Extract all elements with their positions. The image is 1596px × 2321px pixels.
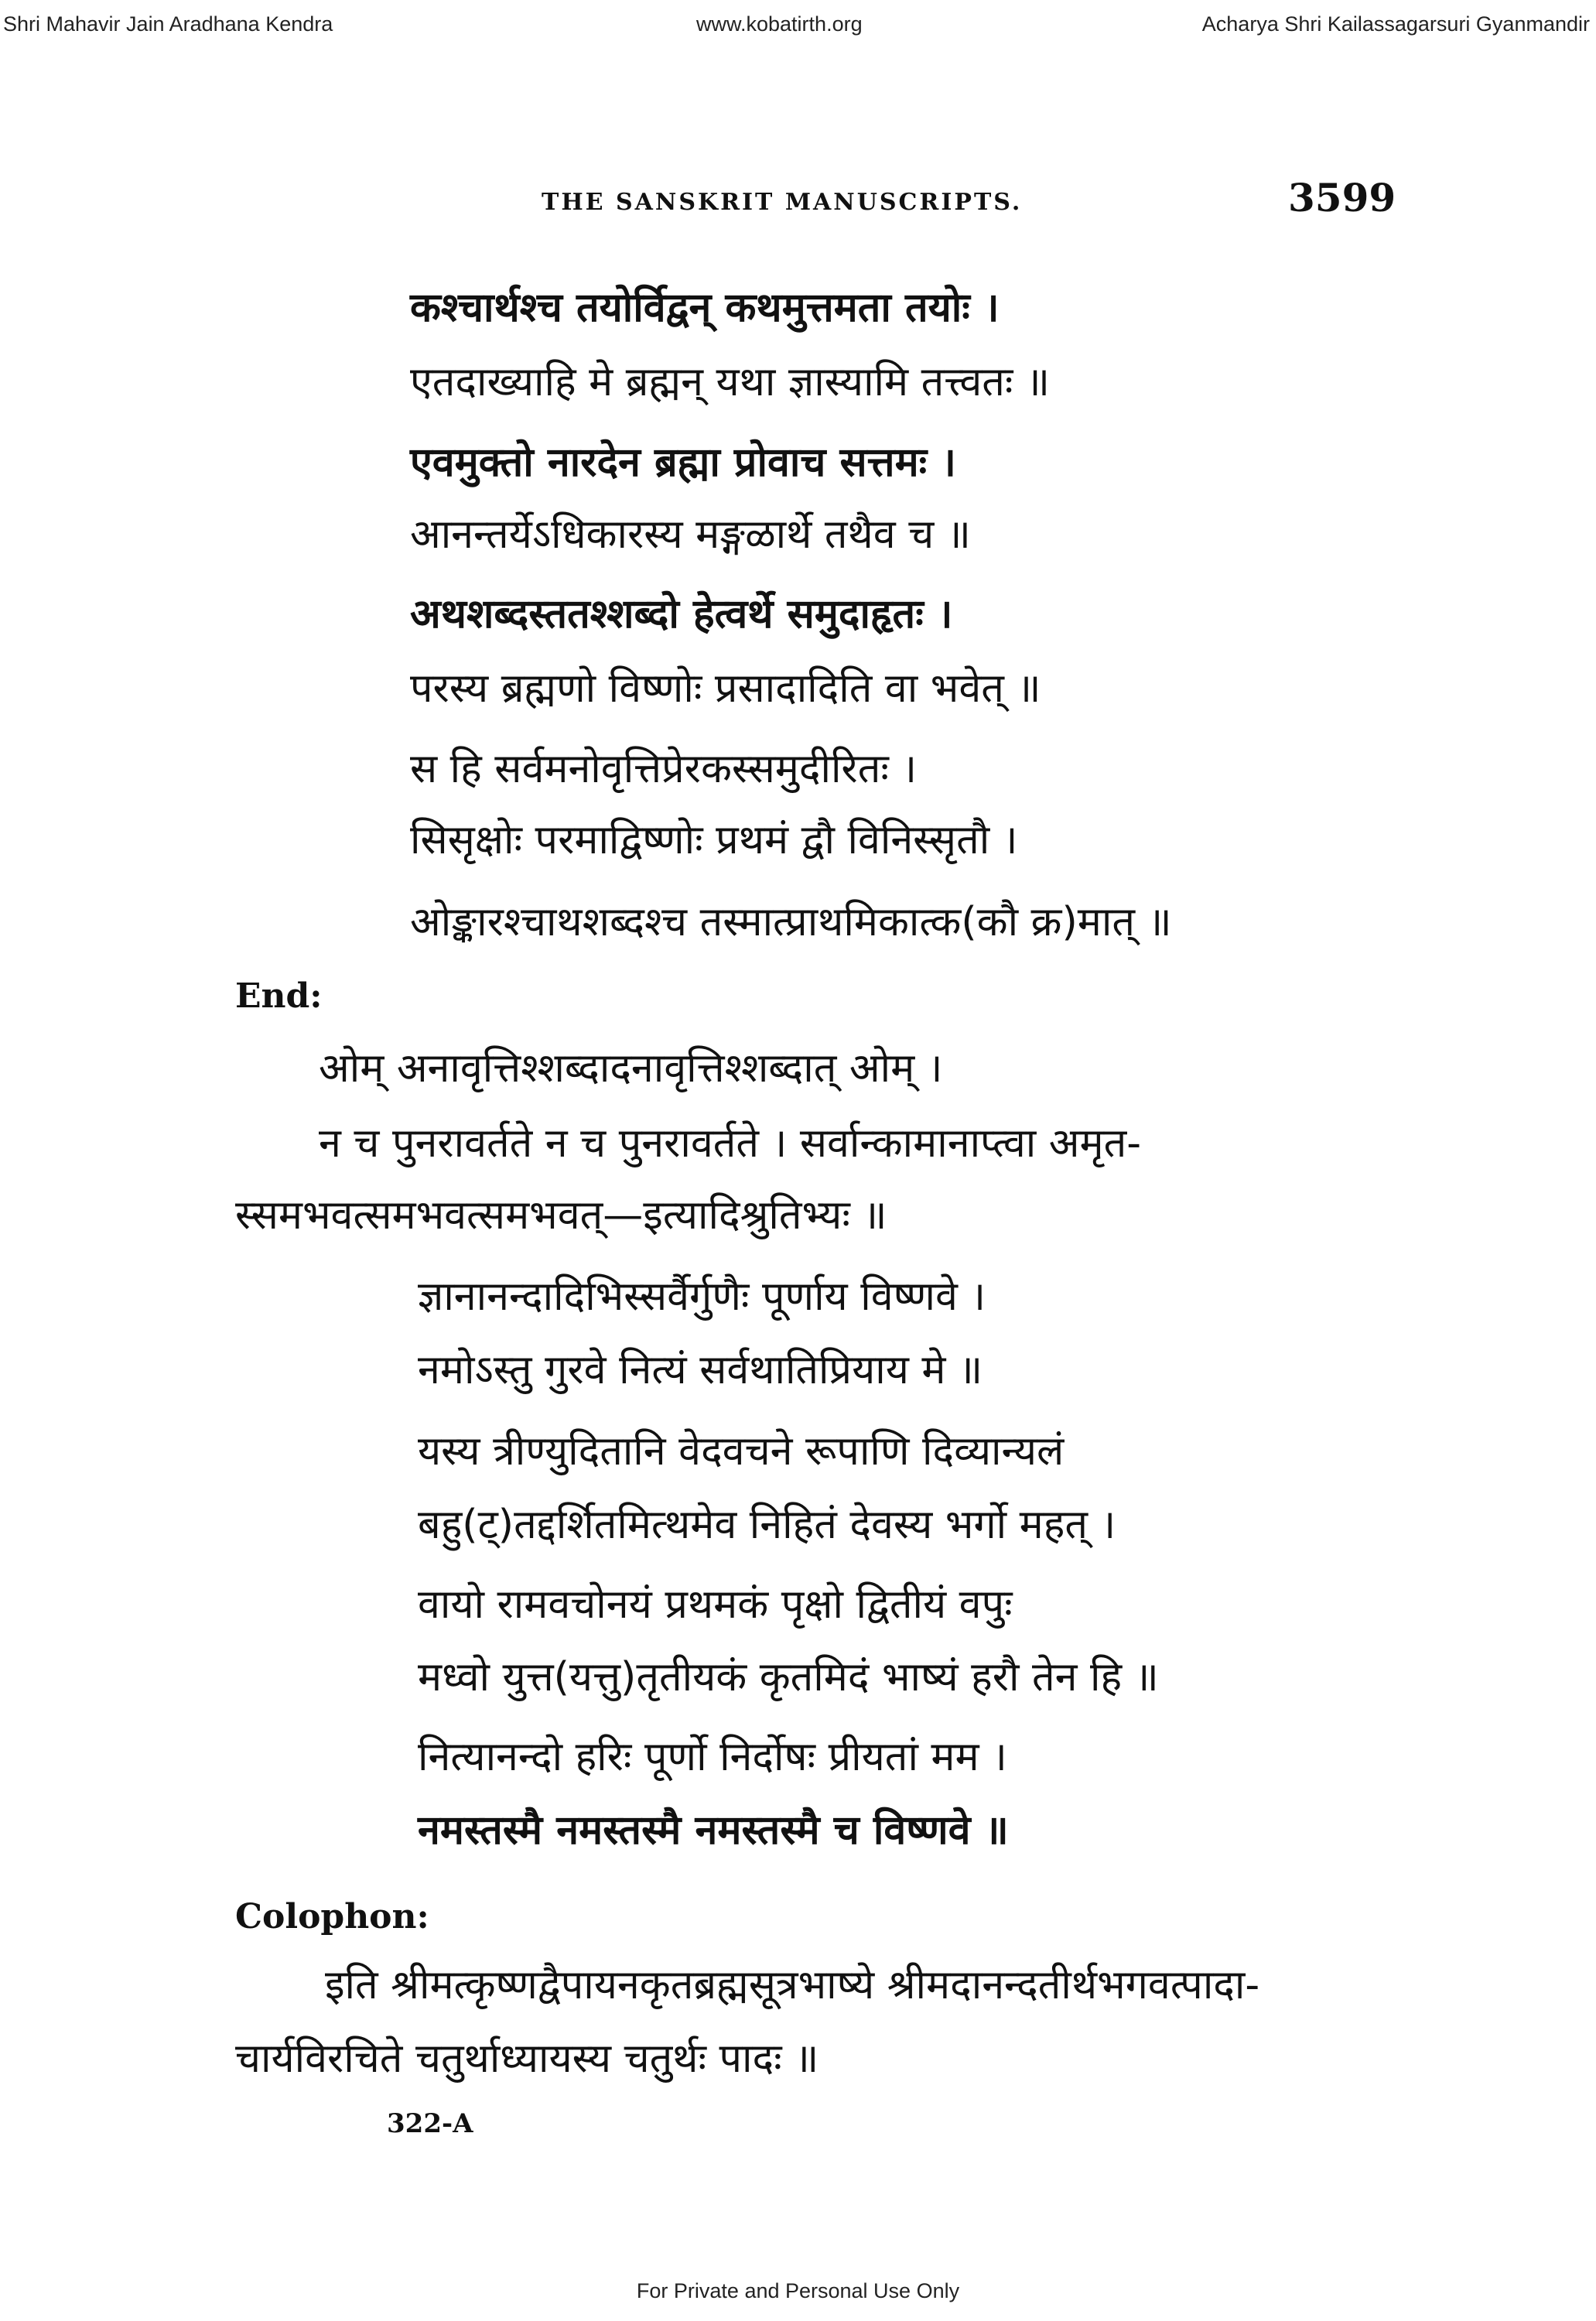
- verse-line: अथशब्दस्ततश्शब्दो हेत्वर्थे समुदाहृतः ।: [410, 591, 953, 638]
- header-center-url[interactable]: www.kobatirth.org: [696, 12, 863, 36]
- verse-line: ज्ञानानन्दादिभिस्सर्वैर्गुणैः पूर्णाय विष्णवे ।: [418, 1273, 986, 1320]
- end-line: ओम् अनावृत्तिश्शब्दादनावृत्तिश्शब्दात् ओम् ।: [319, 1045, 943, 1092]
- verse-line: एतदाख्याहि मे ब्रह्मन् यथा ज्ञास्यामि तत्त्वतः ॥: [410, 359, 1051, 405]
- verse-line: कश्चार्थश्च तयोर्विद्वन् कथमुत्तमता तयोः ।: [410, 285, 1000, 331]
- verse-line: वायो रामवचोनयं प्रथमकं पृक्षो द्वितीयं वपुः: [418, 1581, 1013, 1628]
- header-right-text: Acharya Shri Kailassagarsuri Gyanmandir: [1201, 12, 1590, 36]
- header-left-text: Shri Mahavir Jain Aradhana Kendra: [3, 12, 333, 36]
- verse-line: आनन्तर्येऽधिकारस्य मङ्गळार्थे तथैव च ॥: [410, 511, 971, 558]
- colophon-line: चार्यविरचिते चतुर्थाध्यायस्य चतुर्थः पादः ॥: [235, 2036, 819, 2082]
- verse-line: एवमुक्तो नारदेन ब्रह्मा प्रोवाच सत्तमः ।: [410, 439, 956, 486]
- verse-line: नमस्तस्मै नमस्तस्मै नमस्तस्मै च विष्णवे ॥: [418, 1807, 1009, 1854]
- verse-line: ओङ्कारश्चाथशब्दश्च तस्मात्प्राथमिकात्क(कौ क्र)मात् ॥: [410, 899, 1172, 945]
- colophon-label: Colophon:: [235, 1897, 429, 1936]
- verse-line: सिसृक्षोः परमाद्विष्णोः प्रथमं द्वौ विनिस्सृतौ ।: [410, 817, 1018, 863]
- verse-line: नित्यानन्दो हरिः पूर्णो निर्दोषः प्रीयतां मम ।: [418, 1734, 1007, 1780]
- end-label: End:: [235, 976, 323, 1016]
- verse-line: परस्य ब्रह्मणो विष्णोः प्रसादादिति वा भवेत् ॥: [410, 665, 1041, 712]
- page-number: 3599: [1288, 175, 1396, 220]
- verse-line: यस्य त्रीण्युदितानि वेदवचने रूपाणि दिव्यान्यलं: [418, 1428, 1065, 1475]
- colophon-line: इति श्रीमत्कृष्णद्वैपायनकृतब्रह्मसूत्रभाष्ये श्रीमदानन्दतीर्थभगवत्पादा-: [325, 1962, 1260, 2008]
- end-line: न च पुनरावर्तते न च पुनरावर्तते । सर्वान्कामानाप्त्वा अमृत-: [319, 1120, 1141, 1167]
- verse-line: बहु(ट्)तद्दर्शितमित्थमेव निहितं देवस्य भर्गो महत् ।: [418, 1502, 1116, 1548]
- signature-mark: 322-A: [387, 2108, 473, 2139]
- footer-text: For Private and Personal Use Only: [636, 2279, 960, 2302]
- verse-line: नमोऽस्तु गुरवे नित्यं सर्वथातिप्रियाय मे ॥: [418, 1347, 983, 1393]
- verse-line: स हि सर्वमनोवृत्तिप्रेरकस्समुदीरितः ।: [410, 746, 918, 792]
- end-line: स्समभवत्समभवत्समभवत्—इत्यादिश्रुतिभ्यः ॥: [235, 1192, 887, 1239]
- verse-line: मध्वो युत्त(यत्तु)तृतीयकं कृतमिदं भाष्यं हरौ तेन हि ॥: [418, 1654, 1159, 1701]
- running-head: THE SANSKRIT MANUSCRIPTS.: [542, 189, 1023, 216]
